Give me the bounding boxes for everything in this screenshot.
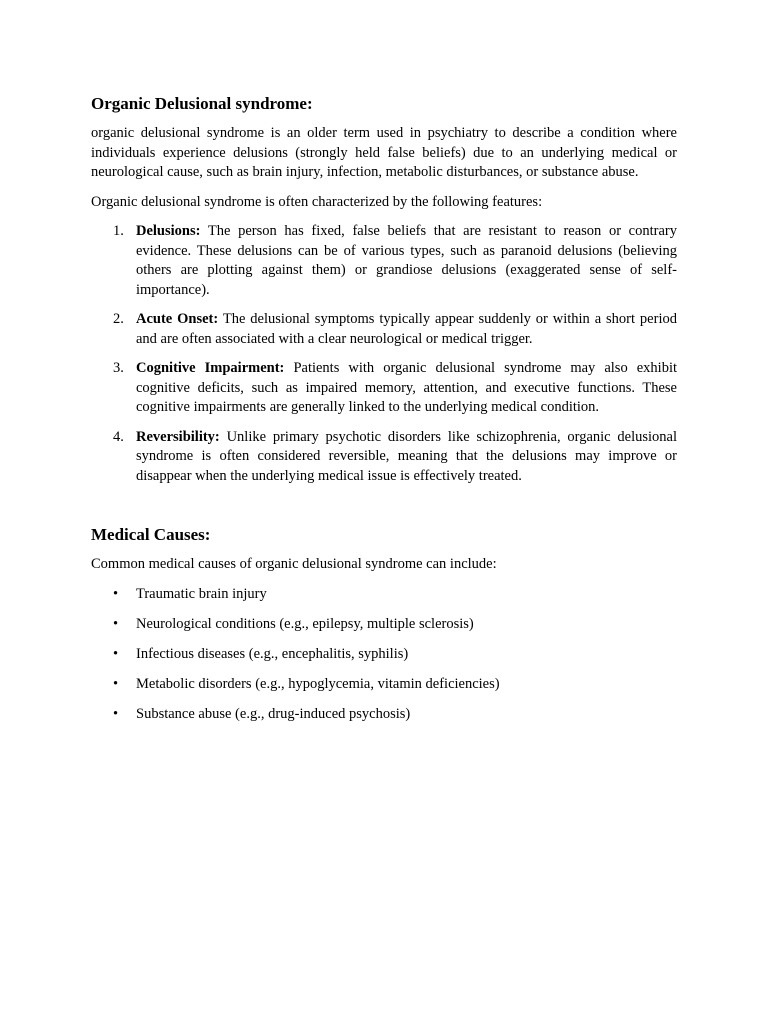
document-title: Organic Delusional syndrome:: [91, 94, 313, 113]
feature-number: 3.: [113, 360, 124, 376]
cause-item: [91, 705, 677, 725]
causes-list: [91, 585, 677, 725]
bullet-icon: •: [113, 645, 119, 662]
document-content: [91, 93, 677, 735]
feature-number: 4.: [113, 428, 124, 445]
cause-text: Traumatic brain injury: [136, 585, 267, 602]
feature-text: The delusional symptoms typically appear suddenly or within a short period and are often associated with a clear neurological or medical trigger.: [136, 311, 677, 347]
feature-text: The person has fixed, false beliefs that are resistant to reason or contrary evidence. These delusions can be of various types, such as paranoid delusions (believing others are plotting against them) or grandiose delusions (exaggerated sense of self-importance).: [136, 223, 677, 298]
cause-item: [91, 615, 677, 635]
feature-number: 1.: [113, 223, 124, 239]
causes-intro-paragraph: Common medical causes of organic delusional syndrome can include:: [91, 556, 497, 572]
cause-text: Neurological conditions (e.g., epilepsy, multiple sclerosis): [136, 615, 474, 632]
cause-text: Substance abuse (e.g., drug-induced psychosis): [136, 705, 411, 722]
feature-text: Unlike primary psychotic disorders like schizophrenia, organic delusional syndrome is often considered reversible, meaning that the delusions may improve or disappear when the underlying medical issue is effectively treated.: [136, 428, 677, 484]
feature-number: 2.: [113, 311, 124, 327]
feature-item: [91, 310, 677, 349]
bullet-icon: •: [113, 615, 119, 632]
feature-item: [91, 222, 677, 300]
cause-text: Infectious diseases (e.g., encephalitis, syphilis): [136, 645, 409, 662]
bullet-icon: •: [113, 675, 119, 692]
features-list: [91, 222, 677, 486]
feature-item: [91, 428, 677, 487]
cause-item: [91, 585, 677, 605]
feature-term: Cognitive Impairment:: [136, 360, 285, 376]
feature-term: Delusions:: [136, 223, 201, 239]
features-intro-paragraph: Organic delusional syndrome is often characterized by the following features:: [91, 193, 543, 210]
feature-term: Reversibility:: [136, 428, 220, 445]
feature-item: [91, 359, 677, 418]
feature-term: Acute Onset:: [136, 311, 219, 327]
bullet-icon: •: [113, 585, 119, 602]
cause-item: [91, 675, 677, 695]
cause-text: Metabolic disorders (e.g., hypoglycemia, vitamin deficiencies): [136, 675, 500, 692]
intro-paragraph: organic delusional syndrome is an older term used in psychiatry to describe a condition where individuals experience delusions (strongly held false beliefs) due to an underlying medical or neurological cause, such as brain injury, infection, metabolic disturbances, or substance abuse.: [91, 125, 677, 180]
bullet-icon: •: [113, 705, 119, 722]
feature-text: Patients with organic delusional syndrome may also exhibit cognitive deficits, such as impaired memory, attention, and executive functions. These cognitive impairments are generally linked to the underlying medical condition.: [136, 360, 678, 415]
cause-item: [91, 645, 677, 665]
causes-heading: Medical Causes:: [91, 525, 211, 544]
